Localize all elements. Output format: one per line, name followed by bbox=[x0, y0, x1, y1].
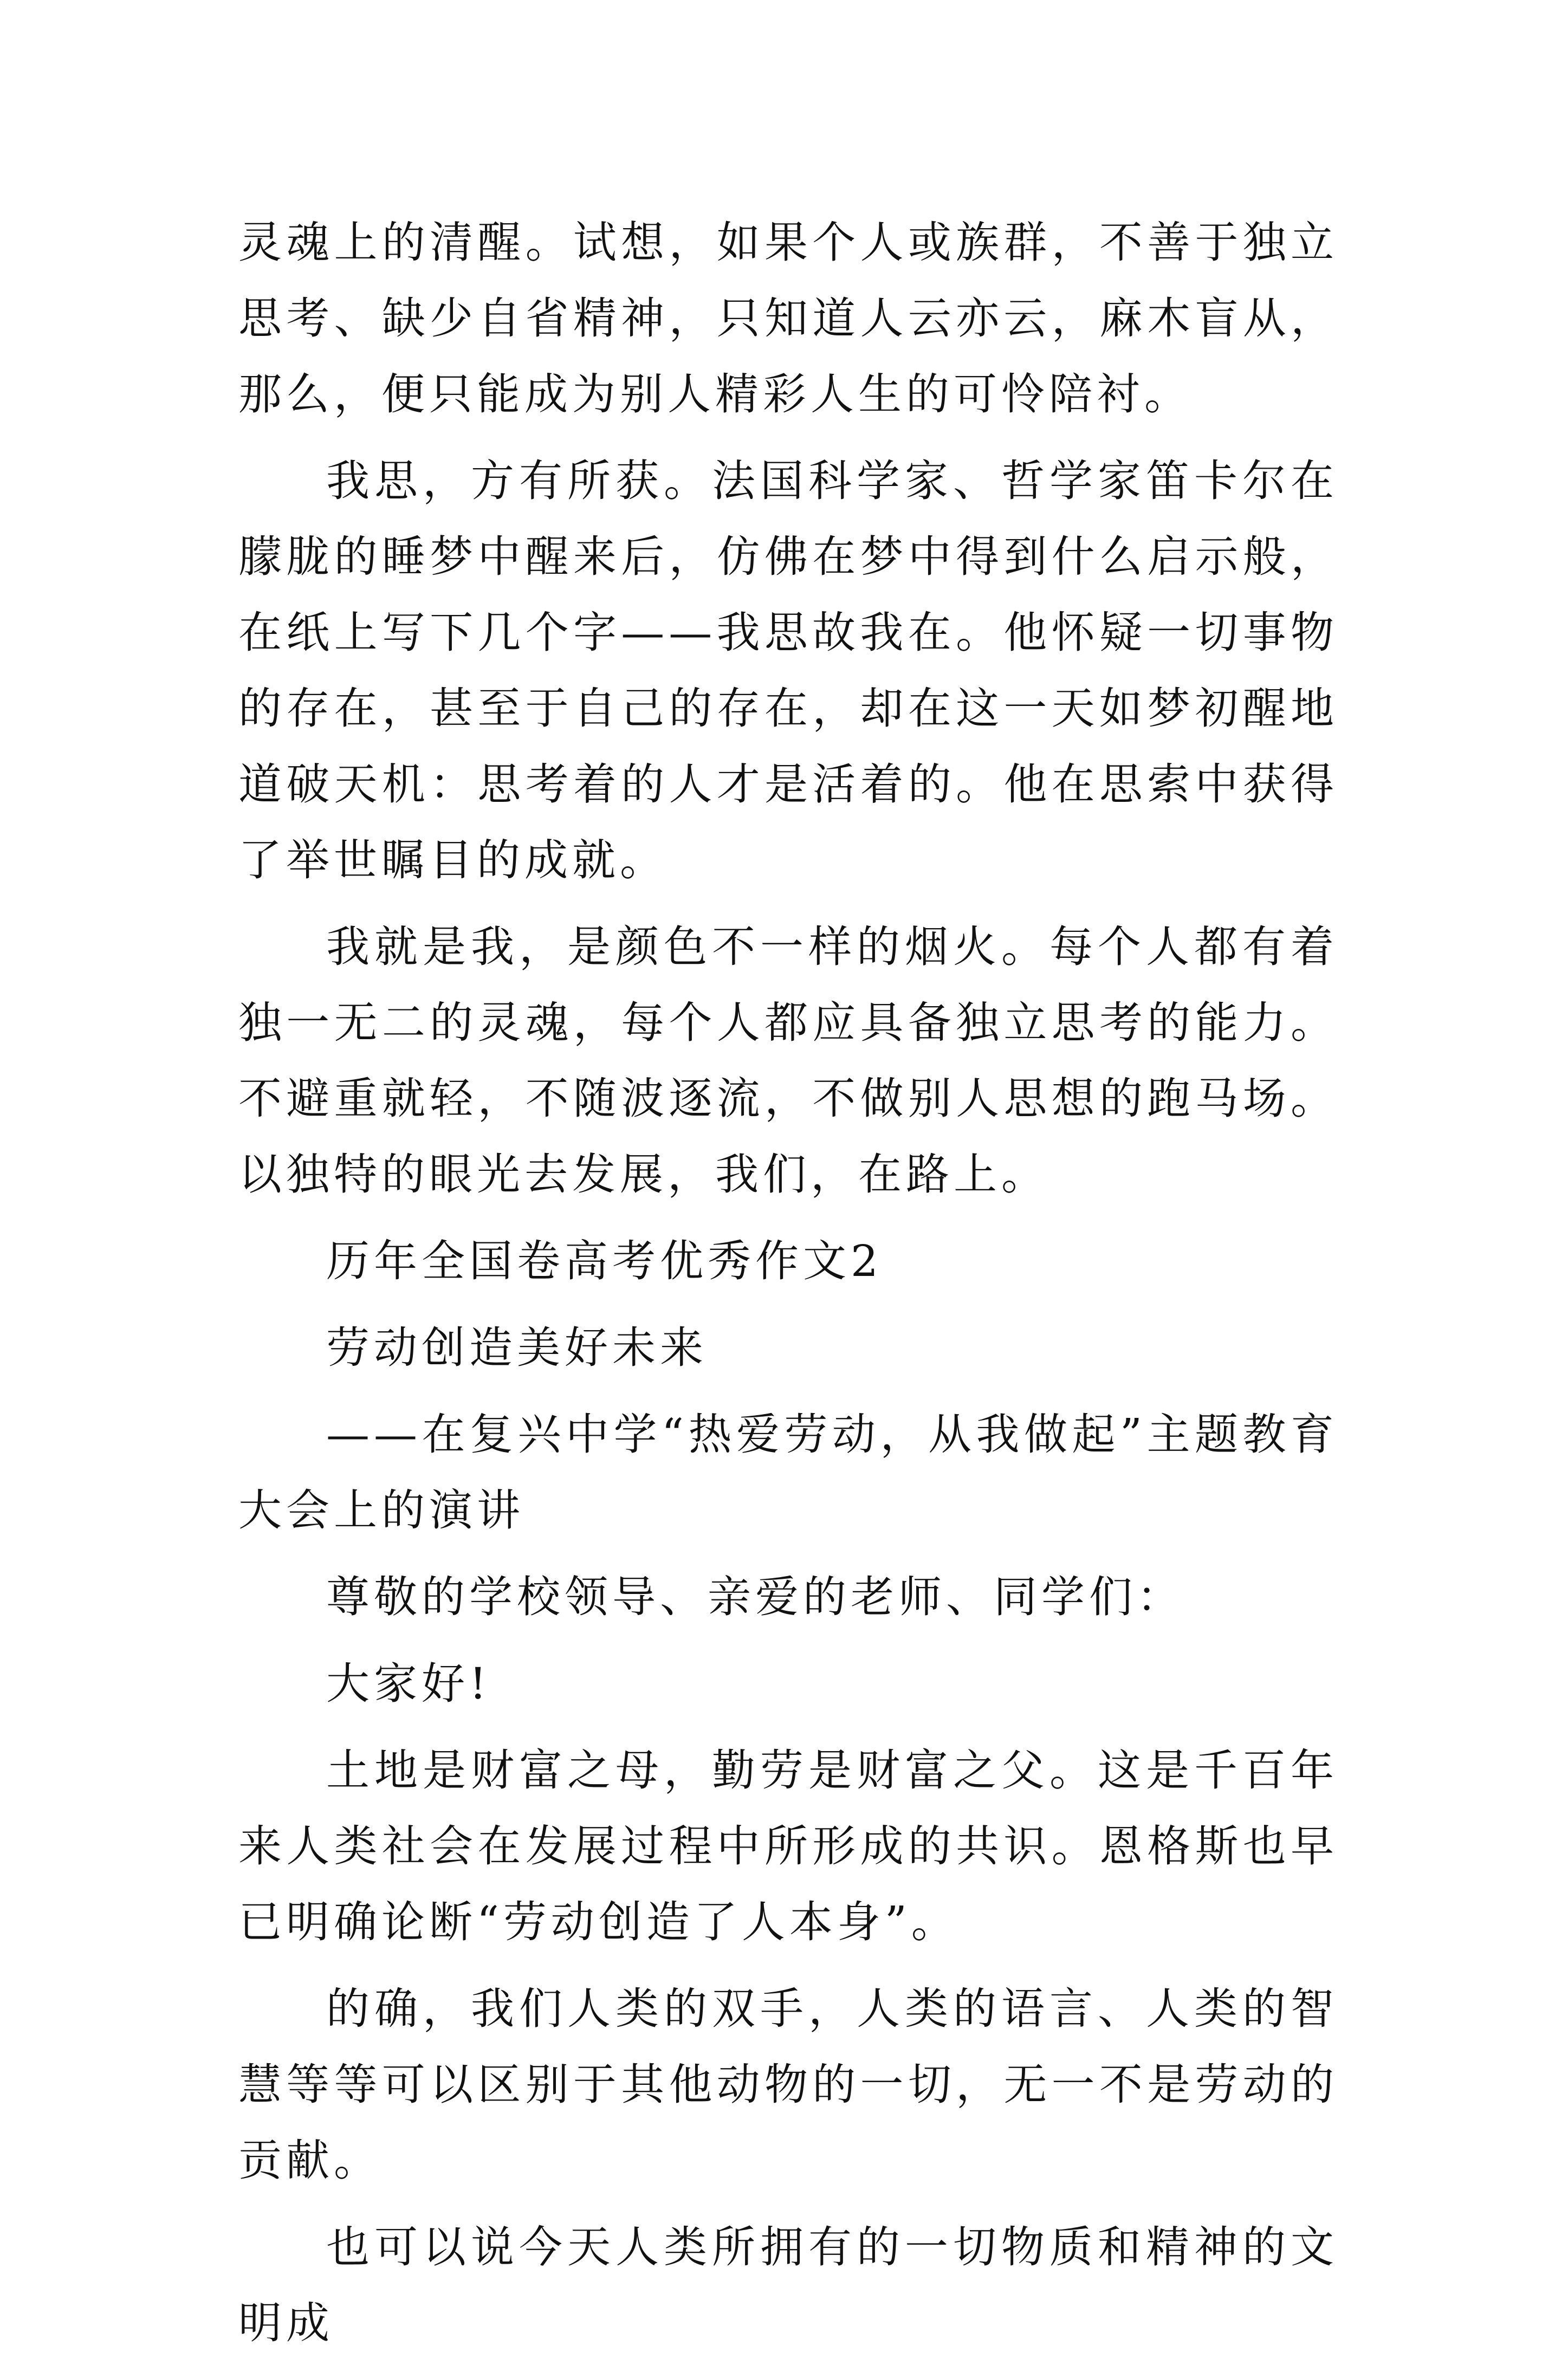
paragraph-continued: 灵魂上的清醒。试想，如果个人或族群，不善于独立思考、缺少自省精神，只知道人云亦云，麻木盲从，那么，便只能成为别人精彩人生的可怜陪衬。 bbox=[238, 217, 1338, 419]
paragraph-fireworks: 我就是我，是颜色不一样的烟火。每个人都有着独一无二的灵魂，每个人都应具备独立思考的能力。不避重就轻，不随波逐流，不做别人思想的跑马场。以独特的眼光去发展，我们，在路上。 bbox=[238, 922, 1338, 1200]
document-body bbox=[238, 205, 1338, 2372]
essay-heading: 历年全国卷高考优秀作文2 bbox=[326, 1236, 883, 1286]
paragraph-civilization: 也可以说今天人类所拥有的一切物质和精神的文明成 bbox=[238, 2222, 1338, 2348]
greeting: 大家好! bbox=[326, 1658, 491, 1709]
essay-title: 劳动创造美好未来 bbox=[326, 1323, 708, 1373]
paragraph-human-hands: 的确，我们人类的双手，人类的语言、人类的智慧等等可以区别于其他动物的一切，无一不是劳动的贡献。 bbox=[238, 1984, 1338, 2186]
paragraph-labor-wealth: 土地是财富之母，勤劳是财富之父。这是千百年来人类社会在发展过程中所形成的共识。恩格斯也早已明确论断“劳动创造了人本身”。 bbox=[238, 1745, 1338, 1947]
salutation: 尊敬的学校领导、亲爱的老师、同学们： bbox=[326, 1572, 1184, 1622]
paragraph-descartes: 我思，方有所获。法国科学家、哲学家笛卡尔在朦胧的睡梦中醒来后，仿佛在梦中得到什么启示般，在纸上写下几个字——我思故我在。他怀疑一切事物的存在，甚至于自己的存在，却在这一天如梦初醒地道破天机：思考着的人才是活着的。他在思索中获得了举世瞩目的成就。 bbox=[238, 456, 1338, 885]
essay-subtitle: ——在复兴中学“热爱劳动，从我做起”主题教育大会上的演讲 bbox=[238, 1409, 1338, 1535]
